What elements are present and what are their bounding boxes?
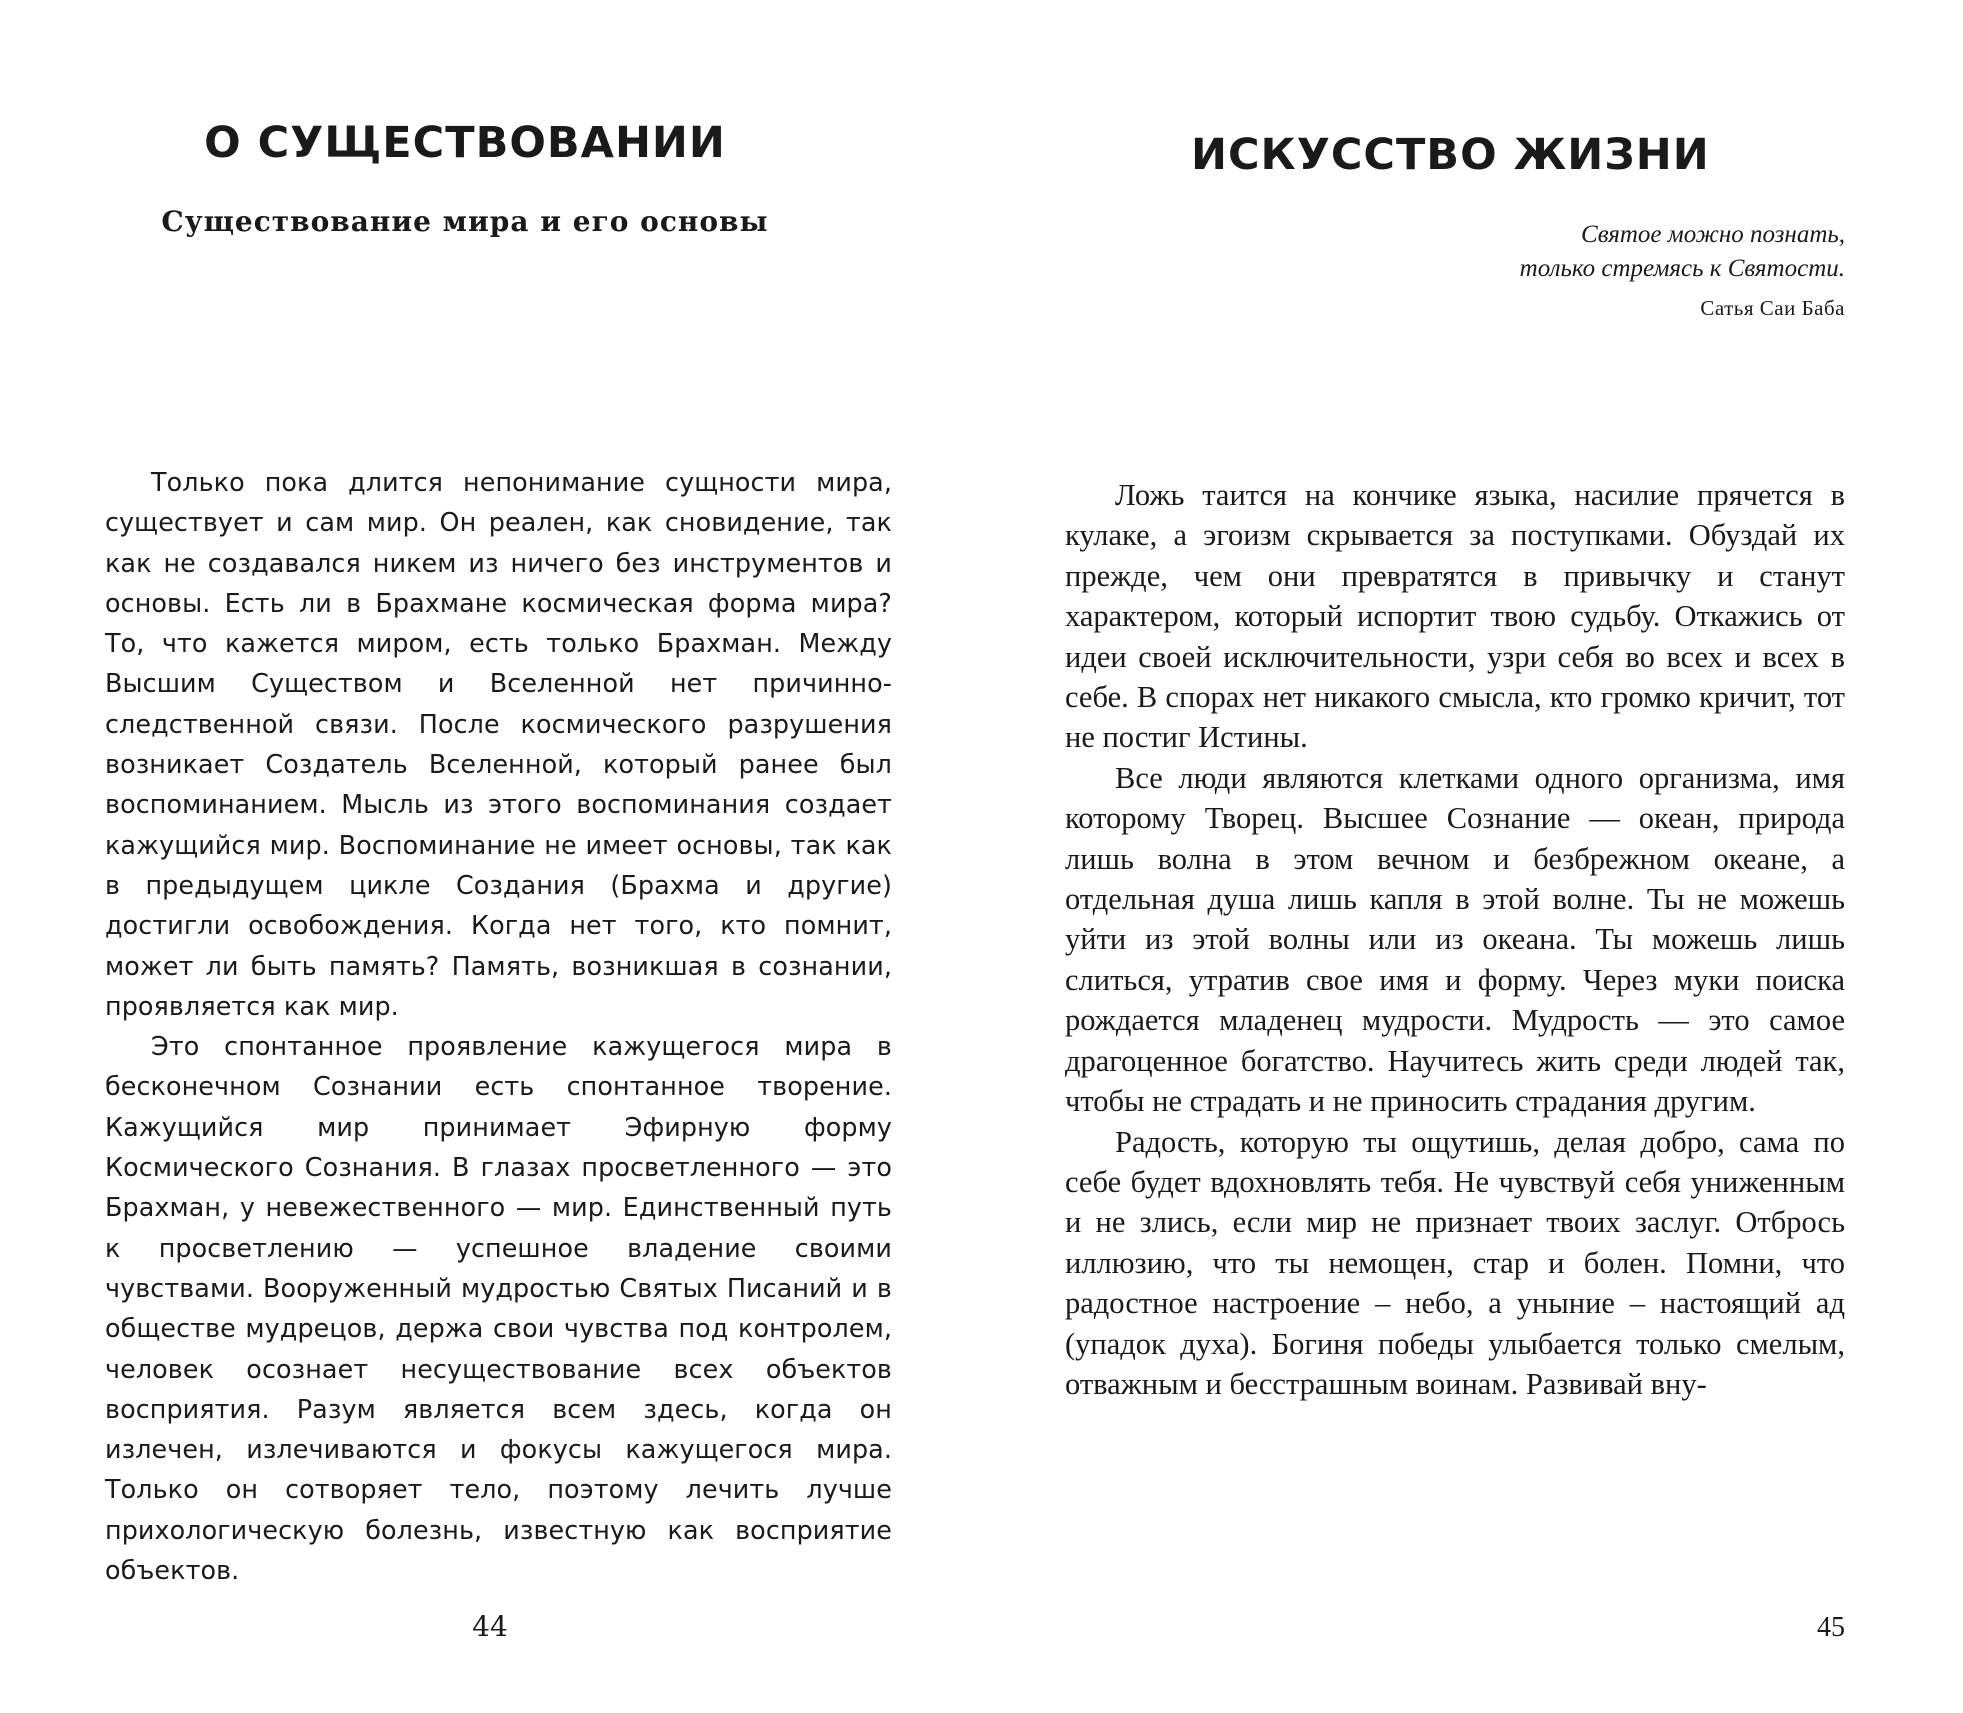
epigraph-line-2: только стремясь к Святости. xyxy=(1519,255,1845,282)
right-paragraph-1: Ложь таится на кончике языка, насилие прячется в кулаке, а эгоизм скрывается за поступками. Обуздай их прежде, чем они превратятся в привычку и станут характером, который испортит твою судьбу. Откажись от идеи своей исключительности, узри себя во всех и всех в себе. В спорах нет никакого смысла, кто громко кричит, тот не постиг Истины. xyxy=(1065,478,1845,755)
right-paragraph-3: Радость, которую ты ощутишь, делая добро, сама по себе будет вдохновлять тебя. Не чувствуй себя униженным и не злись, если мир не признает твоих заслуг. Отбрось иллюзию, что ты немощен, стар и болен. Помни, что радостное настроение – небо, а уныние – настоящий ад (упадок духа). Богиня победы улыбается только смелым, отважным и бесстрашным воинам. Развивай вну- xyxy=(1065,1124,1845,1401)
left-page-body xyxy=(105,462,892,1590)
right-page-title: ИСКУССТВО ЖИЗНИ xyxy=(1191,130,1710,180)
right-paragraph-2: Все люди являются клетками одного организма, имя которому Творец. Высшее Сознание — океан, природа лишь волна в этом вечном и безбрежном океане, а отдельная душа лишь капля в этой волне. Ты не можешь уйти из этой волны или из океана. Ты можешь лишь слиться, утратив свое имя и форму. Через муки поиска рождается младенец мудрости. Мудрость — это самое драгоценное богатство. Научитесь жить среди людей так, чтобы не страдать и не приносить страдания другим. xyxy=(1065,760,1845,1119)
right-page xyxy=(981,0,1963,1713)
left-page xyxy=(0,0,981,1713)
left-page-number: 44 xyxy=(472,1610,508,1643)
epigraph-line-1: Святое можно познать, xyxy=(1581,221,1845,248)
epigraph-author: Сатья Саи Баба xyxy=(1700,296,1845,320)
right-page-number: 45 xyxy=(1817,1612,1845,1643)
left-paragraph-2: Это спонтанное проявление кажущегося мира в бесконечном Сознании есть спонтанное творение. Кажущийся мир принимает Эфирную форму Космического Сознания. В глазах просветленного — это Брахман, у невежественного — мир. Единственный путь к просветлению — успешное владение своими чувствами. Вооруженный мудростью Святых Писаний и в обществе мудрецов, держа свои чувства под контролем, человек осознает несуществование всех объектов восприятия. Разум является всем здесь, когда он излечен, излечиваются и фокусы кажущегося мира. Только он сотворяет тело, поэтому лечить лучше прихологическую болезнь, известную как восприятие объектов. xyxy=(105,1031,892,1586)
left-paragraph-1: Только пока длится непонимание сущности мира, существует и сам мир. Он реален, как сновидение, так как не создавался никем из ничего без инструментов и основы. Есть ли в Брахмане космическая форма мира? То, что кажется миром, есть только Брахман. Между Высшим Существом и Вселенной нет причинно-следственной связи. После космического разрушения возникает Создатель Вселенной, который ранее был воспоминанием. Мысль из этого воспоминания создает кажущийся мир. Воспоминание не имеет основы, так как в предыдущем цикле Создания (Брахма и другие) достигли освобождения. Когда нет того, кто помнит, может ли быть память? Память, возникшая в сознании, проявляется как мир. xyxy=(105,467,892,1021)
left-page-title: О СУЩЕСТВОВАНИИ xyxy=(204,118,726,168)
right-page-body xyxy=(1065,475,1845,1404)
left-page-subtitle: Существование мира и его основы xyxy=(161,205,769,238)
epigraph xyxy=(1520,218,1845,286)
